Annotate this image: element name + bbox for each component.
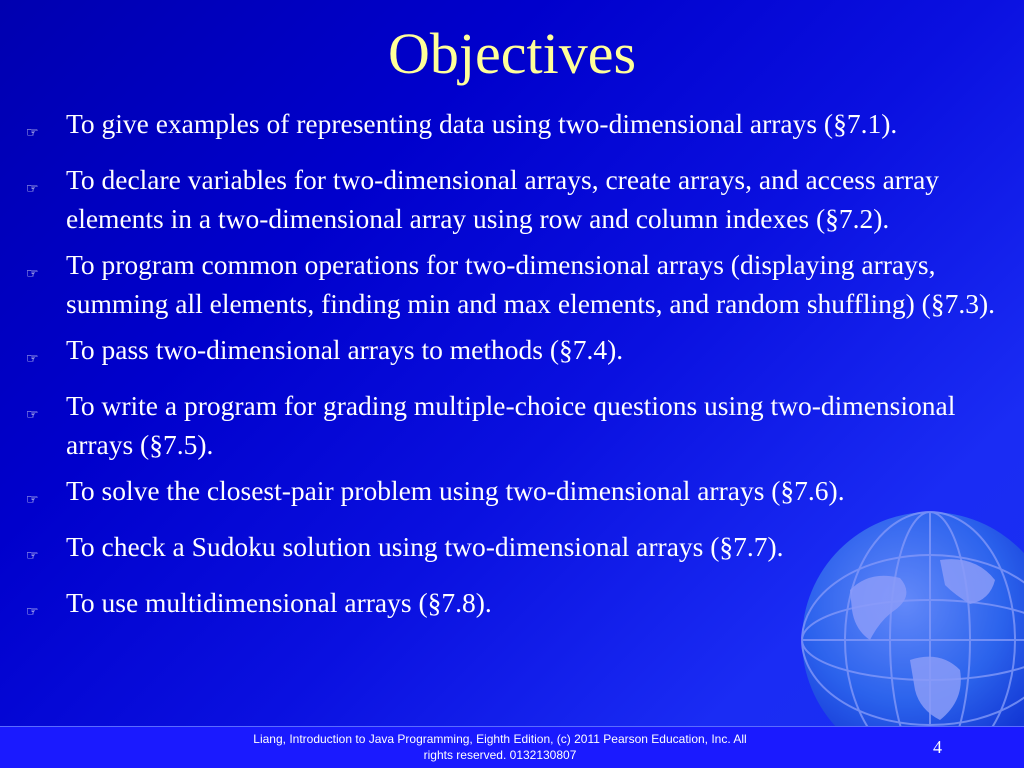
- copyright-line-2: rights reserved. 0132130807: [423, 748, 577, 762]
- pointing-hand-icon: ☞: [26, 181, 39, 197]
- list-item: [22, 386, 1012, 464]
- bullet-text: To check a Sudoku solution using two-dimensional arrays (§7.7).: [66, 531, 784, 562]
- list-item: [22, 583, 1012, 632]
- page-number: 4: [933, 737, 942, 757]
- bullet-text: To pass two-dimensional arrays to methods (§7.4).: [66, 334, 624, 365]
- list-item: [22, 471, 1012, 520]
- bullet-text: To declare variables for two-dimensional arrays, create arrays, and access array elements in a two-dimensional array using row and column indexes (§7.2).: [66, 164, 940, 234]
- bullet-text: To solve the closest-pair problem using two-dimensional arrays (§7.6).: [66, 475, 845, 506]
- copyright-notice: [200, 731, 800, 763]
- slide-title: Objectives: [387, 21, 637, 86]
- pointing-hand-icon: ☞: [26, 548, 39, 564]
- list-item: [22, 245, 1012, 323]
- footer-bar: [0, 726, 1024, 768]
- bullet-text: To write a program for grading multiple-choice questions using two-dimensional arrays (§7.5).: [66, 390, 956, 460]
- pointing-hand-icon: ☞: [26, 492, 39, 508]
- pointing-hand-icon: ☞: [26, 604, 39, 620]
- bullet-text: To program common operations for two-dimensional arrays (displaying arrays, summing all elements, finding min and max elements, and random shuffling) (§7.3).: [66, 249, 995, 319]
- pointing-hand-icon: ☞: [26, 266, 39, 282]
- copyright-line-1: Liang, Introduction to Java Programming, Eighth Edition, (c) 2011 Pearson Education, Inc. All: [253, 732, 747, 746]
- pointing-hand-icon: ☞: [26, 407, 39, 423]
- list-item: [22, 160, 1012, 238]
- pointing-hand-icon: ☞: [26, 351, 39, 367]
- list-item: [22, 330, 1012, 379]
- list-item: [22, 104, 1012, 153]
- objectives-list: [22, 104, 1012, 639]
- bullet-text: To give examples of representing data using two-dimensional arrays (§7.1).: [66, 108, 898, 139]
- pointing-hand-icon: ☞: [26, 125, 39, 141]
- bullet-text: To use multidimensional arrays (§7.8).: [66, 587, 492, 618]
- list-item: [22, 527, 1012, 576]
